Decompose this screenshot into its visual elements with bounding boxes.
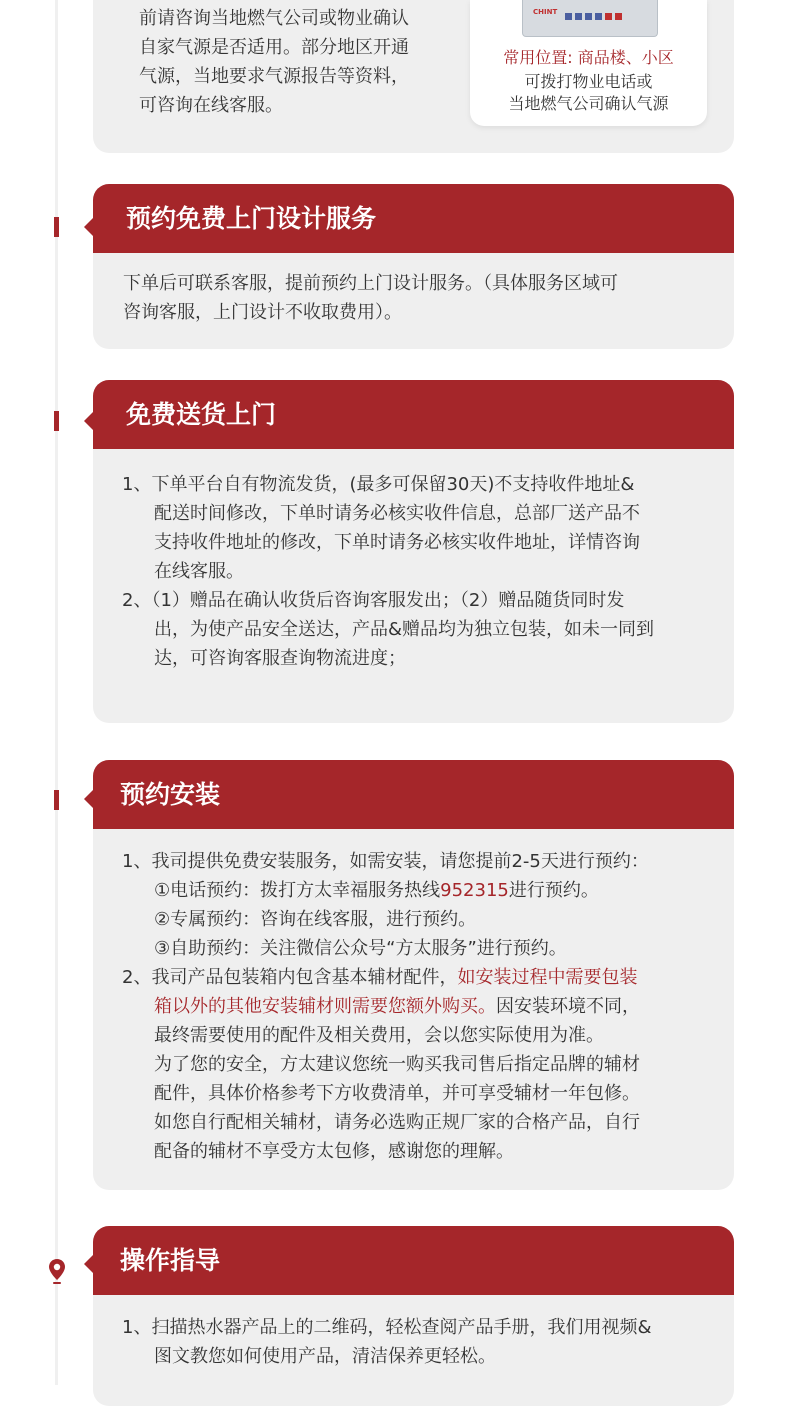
gas-meter-photo	[470, 0, 707, 126]
service-hotline[interactable]: 952315	[440, 880, 509, 901]
gas-source-text: 前请咨询当地燃气公司或物业确认 自家气源是否适用。部分地区开通 气源，当地要求气源报告等资料， 可咨询在线客服。	[139, 8, 409, 116]
delivery-card	[93, 380, 734, 723]
installation-text: 1、我司提供免费安装服务，如需安装，请您提前2-5天进行预约： ①电话预约：拨打方太幸福服务热线952315进行预约。 ②专属预约：咨询在线客服，进行预约。 ③自助预约：关注微信公众号“方太服务”进行预约。 2、我司产品包装箱内包含基本辅材配件，如安装过程中需要包装 箱以外的其他安装辅材则需要您额外购买。因安装环境不同， 最终需要使用的配件及相关费用，会以您实际使用为准。 为了您的安全，方太建议您统一购买我司售后指定品牌的辅材 配件，具体价格参考下方收费清单，并可享受辅材一年包修。 如您自行配相关辅材，请务必选购正规厂家的合格产品，自行 配备的辅材不享受方太包修，感谢您的理解。	[122, 851, 649, 1162]
contact-caption: 可拨打物业电话或 当地燃气公司确认气源	[508, 72, 669, 113]
design-service-title: 预约免费上门设计服务	[93, 184, 734, 253]
delivery-title: 免费送货上门	[93, 380, 734, 449]
location-pin-icon	[48, 1258, 66, 1286]
gas-meter-image: CHINT	[522, 0, 658, 37]
operation-guide-text: 1、扫描热水器产品上的二维码，轻松查阅产品手册，我们用视频& 图文教您如何使用产品，清洁保养更轻松。	[122, 1317, 652, 1367]
installation-card	[93, 760, 734, 1190]
timeline-marker	[54, 790, 59, 810]
timeline-marker	[54, 217, 59, 237]
location-caption: 常用位置: 商品楼、小区	[503, 48, 674, 67]
timeline-marker	[54, 411, 59, 431]
operation-guide-title: 操作指导	[93, 1226, 734, 1295]
design-service-text: 下单后可联系客服，提前预约上门设计服务。（具体服务区域可 咨询客服，上门设计不收取费用）。	[123, 273, 618, 323]
design-service-card	[93, 184, 734, 349]
operation-guide-card	[93, 1226, 734, 1406]
timeline-line	[55, 0, 58, 1385]
installation-title: 预约安装	[93, 760, 734, 829]
extra-parts-notice: 如安装过程中需要包装	[457, 967, 638, 988]
extra-parts-notice-cont: 箱以外的其他安装辅材则需要您额外购买。	[154, 996, 496, 1017]
delivery-text: 1、下单平台自有物流发货，(最多可保留30天)不支持收件地址& 配送时间修改，下单时请务必核实收件信息，总部厂送产品不 支持收件地址的修改，下单时请务必核实收件地址，详情咨询 在线客服。 2、（1）赠品在确认收货后咨询客服发出；（2）赠品随货同时发 出，为使产品安全送达，产品&赠品均为独立包装，如未一同到 达，可咨询客服查询物流进度；	[122, 474, 655, 669]
